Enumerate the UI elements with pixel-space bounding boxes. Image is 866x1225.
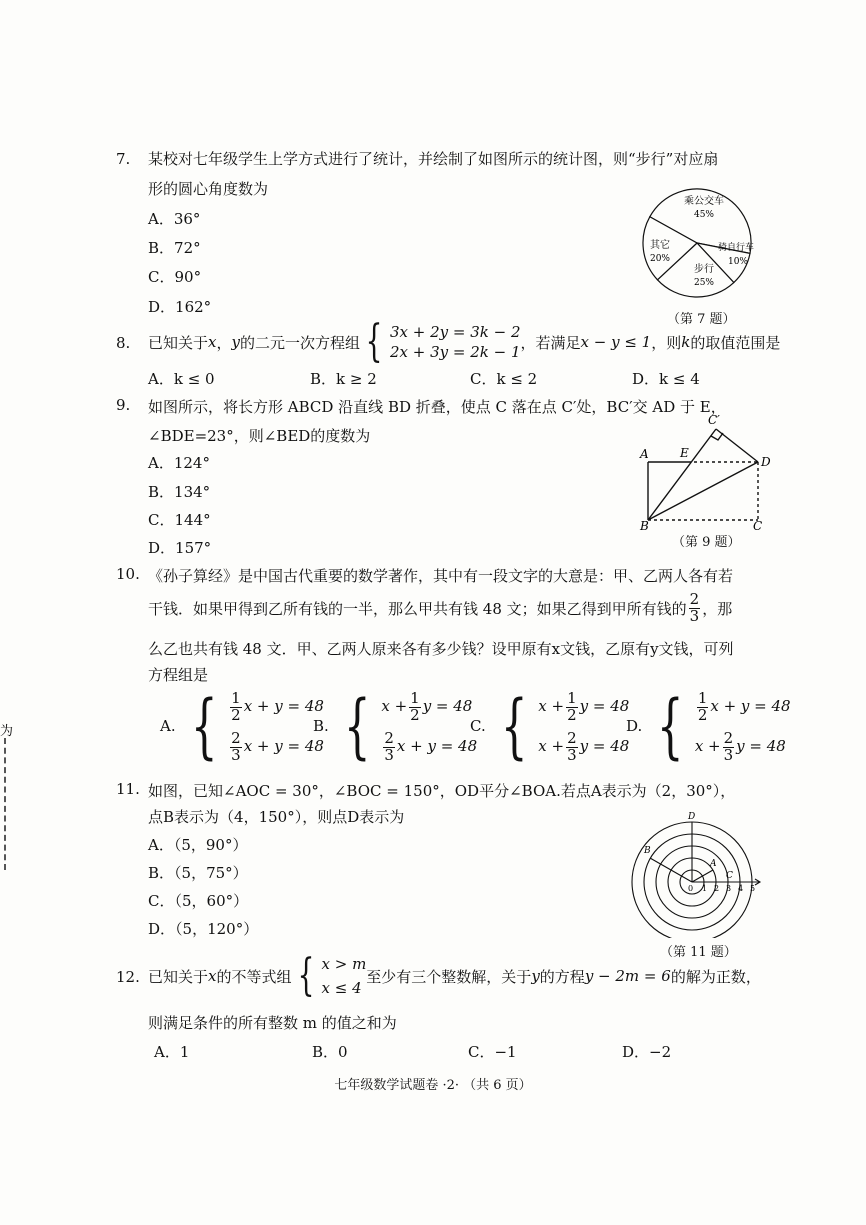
label-A: A <box>710 859 717 869</box>
frac-num: 1 <box>567 688 577 707</box>
pie-label-walk: 步行 <box>694 264 714 275</box>
frac-den: 2 <box>697 705 708 724</box>
q9-option-b: B．134° <box>148 483 211 501</box>
pie-value-walk: 25% <box>693 278 715 288</box>
q8-pre: 已知关于 <box>148 333 209 352</box>
pie-value-other: 20% <box>649 254 671 264</box>
frac-den: 2 <box>231 705 241 724</box>
q8-eq2: 2x + 3y = 2k − 1 <box>390 343 521 361</box>
q12-option-d: D．−2 <box>622 1043 672 1061</box>
q12-ineq2: x ≤ 4 <box>321 979 362 997</box>
q9-text-line1: 如图所示，将长方形 ABCD 沿直线 BD 折叠，使点 C 落在点 C′处，BC′交 AD 于 E， <box>148 398 726 416</box>
q7-text-line2: 形的圆心角度数为 <box>148 180 269 198</box>
q10-text-line1: 《孙子算经》是中国古代重要的数学著作，其中有一段文字的大意是：甲、乙两人各有若 <box>148 567 734 585</box>
eq-rest: x + y = 48 <box>710 697 791 715</box>
q10-b-label: B. <box>313 717 329 735</box>
q10-option-b <box>313 686 477 766</box>
q8-eq1: 3x + 2y = 3k − 2 <box>390 323 521 341</box>
q7-option-a: A．36° <box>148 210 201 228</box>
frac-num: 2 <box>231 728 241 747</box>
binding-line <box>4 738 6 870</box>
tick-4: 4 <box>738 884 744 893</box>
tick-3: 3 <box>726 884 732 893</box>
eq-rest: y = 48 <box>736 737 786 755</box>
q10-text-line2 <box>148 590 732 626</box>
q12-post1: 至少有三个整数解，关于 <box>366 967 532 986</box>
q10-d-label: D. <box>626 717 643 735</box>
q12-var-y: y <box>531 967 540 985</box>
label-origin: 0 <box>688 884 694 893</box>
label-B: B <box>640 519 649 533</box>
q11-option-a: A．（5，90°） <box>148 836 248 854</box>
q12-var-x: x <box>208 967 217 985</box>
q8-cond-pre: ，若满足 <box>520 333 581 352</box>
frac-den: 3 <box>384 745 394 764</box>
q9-option-c: C．144° <box>148 511 211 529</box>
q7-option-d: D．162° <box>148 298 212 316</box>
frac-den: 3 <box>567 745 577 764</box>
q10-number: 10. <box>116 565 140 583</box>
label-D: D <box>761 455 771 469</box>
label-B: B <box>644 846 651 856</box>
q9-caption: （第 9 题） <box>672 535 741 550</box>
q9-rectangle-figure <box>636 412 776 534</box>
q9-option-a: A．124° <box>148 454 210 472</box>
frac-num: 1 <box>231 688 241 707</box>
q8-condition: x − y ≤ 1 <box>580 333 652 351</box>
frac-num: 2 <box>384 728 394 747</box>
q8-cond-post: ，则 <box>651 333 682 352</box>
q8-end: 的取值范围是 <box>690 333 781 352</box>
q11-option-c: C．（5，60°） <box>148 892 249 910</box>
q8-option-d: D．k ≤ 4 <box>632 370 700 388</box>
q11-text-line2: 点B表示为（4，150°），则点D表示为 <box>148 808 405 826</box>
q7-number: 7. <box>116 150 131 168</box>
eq-rest: x + y = 48 <box>396 737 478 755</box>
eq-part: x + <box>381 697 408 715</box>
pie-label-bike: 骑自行车 <box>717 243 755 253</box>
q8-var-y: y <box>231 333 240 351</box>
q11-caption: （第 11 题） <box>660 945 737 960</box>
q12-pre: 已知关于 <box>148 967 209 986</box>
brace: { <box>500 685 528 767</box>
q8-brace: { <box>365 316 383 367</box>
q12-text-line2: 则满足条件的所有整数 m 的值之和为 <box>148 1014 397 1032</box>
label-Cprime: C′ <box>708 413 720 427</box>
q10-line2-text: 干钱．如果甲得到乙所有钱的一半，那么甲共有钱 48 文；如果乙得到甲所有钱的 <box>148 599 687 618</box>
tick-5: 5 <box>750 884 756 893</box>
q11-text-line1: 如图，已知∠AOC = 30°，∠BOC = 150°，OD平分∠BOA.若点A表示为（2，30°）， <box>148 782 736 800</box>
q12-brace: { <box>297 950 314 1001</box>
page-footer: 七年级数学试题卷 ·2· （共 6 页） <box>334 1078 532 1093</box>
label-E: E <box>680 446 689 460</box>
margin-char: 为 <box>0 724 14 739</box>
q10-option-c <box>470 686 629 766</box>
q9-text-line2: ∠BDE=23°，则∠BED的度数为 <box>148 427 371 445</box>
q12-number: 12. <box>116 968 140 986</box>
q7-caption: （第 7 题） <box>667 312 736 327</box>
eq-rest: x + y = 48 <box>243 697 324 715</box>
q7-text-line1: 某校对七年级学生上学方式进行了统计，并绘制了如图所示的统计图，则“步行”对应扇 <box>148 150 719 168</box>
q7-pie-chart <box>632 186 762 300</box>
seg-BCprime <box>648 429 716 520</box>
q8-number: 8. <box>116 334 131 352</box>
pie-label-other: 其它 <box>650 240 670 251</box>
q11-option-b: B．（5，75°） <box>148 864 248 882</box>
q9-number: 9. <box>116 396 131 414</box>
frac-den: 2 <box>567 705 577 724</box>
eq-part: x + <box>538 697 565 715</box>
q8-equation-system <box>360 316 521 367</box>
eq-rest: y = 48 <box>422 697 473 715</box>
pie-value-bus: 45% <box>693 210 715 220</box>
eq-rest: x + y = 48 <box>243 737 324 755</box>
q10-fraction <box>689 589 701 625</box>
q12-post2: 的方程 <box>539 967 585 986</box>
label-C: C <box>753 519 763 533</box>
frac-num: 2 <box>567 728 577 747</box>
q11-option-d: D．（5，120°） <box>148 920 259 938</box>
q11-number: 11. <box>116 780 140 798</box>
q12-option-c: C．−1 <box>468 1043 517 1061</box>
q8-option-b: B．k ≥ 2 <box>310 370 377 388</box>
frac-den: 3 <box>723 745 734 764</box>
q8-option-a: A．k ≤ 0 <box>148 370 215 388</box>
label-D: D <box>688 812 696 822</box>
q10-text-line4: 方程组是 <box>148 666 209 684</box>
q10-option-d <box>626 686 791 766</box>
eq-part: x + <box>538 737 565 755</box>
q10-a-label: A. <box>160 717 176 735</box>
q12-post3: 的解为正数， <box>670 967 761 986</box>
q8-sep: ， <box>216 333 232 352</box>
q12-option-a: A．1 <box>154 1043 190 1061</box>
q10-c-label: C. <box>470 717 486 735</box>
q8-mid: 的二元一次方程组 <box>239 333 360 352</box>
q11-polar-figure <box>626 808 764 938</box>
eq-rest: y = 48 <box>579 737 630 755</box>
label-C: C <box>726 871 733 881</box>
q12-ineq1: x > m <box>321 955 367 973</box>
q8-option-c: C．k ≤ 2 <box>470 370 538 388</box>
seg-BD <box>648 462 758 520</box>
q12-equation: y − 2m = 6 <box>584 967 671 985</box>
frac-num: 1 <box>410 688 420 707</box>
q10-text-line3: 么乙也共有钱 48 文．甲、乙两人原来各有多少钱？设甲原有x文钱，乙原有y文钱，可列 <box>148 640 734 658</box>
tick-1: 1 <box>702 884 708 893</box>
q8-var-k: k <box>681 333 691 351</box>
brace: { <box>657 685 684 767</box>
pie-value-bike: 10% <box>727 257 749 267</box>
q12-inequality-system <box>292 952 367 1000</box>
ray-OA <box>692 870 713 882</box>
frac-den: 3 <box>231 745 241 764</box>
q12-text-line1 <box>148 950 761 1002</box>
q12-mid: 的不等式组 <box>216 967 292 986</box>
frac-den: 2 <box>410 705 420 724</box>
q7-option-c: C．90° <box>148 268 202 286</box>
label-A: A <box>640 447 649 461</box>
tick-2: 2 <box>714 884 720 893</box>
frac-den: 3 <box>689 606 700 625</box>
eq-part: x + <box>694 737 721 755</box>
q9-option-d: D．157° <box>148 539 212 557</box>
q12-option-b: B．0 <box>312 1043 348 1061</box>
q8-var-x: x <box>208 333 217 351</box>
q10-line2-end: ，那 <box>702 599 733 618</box>
brace: { <box>343 685 371 767</box>
q10-option-a <box>160 686 324 766</box>
pie-label-bus: 乘公交车 <box>684 196 724 207</box>
brace: { <box>190 685 218 767</box>
frac-num: 1 <box>697 688 708 707</box>
frac-num: 2 <box>689 589 700 608</box>
frac-num: 2 <box>723 728 734 747</box>
eq-rest: y = 48 <box>579 697 630 715</box>
q7-option-b: B．72° <box>148 239 201 257</box>
